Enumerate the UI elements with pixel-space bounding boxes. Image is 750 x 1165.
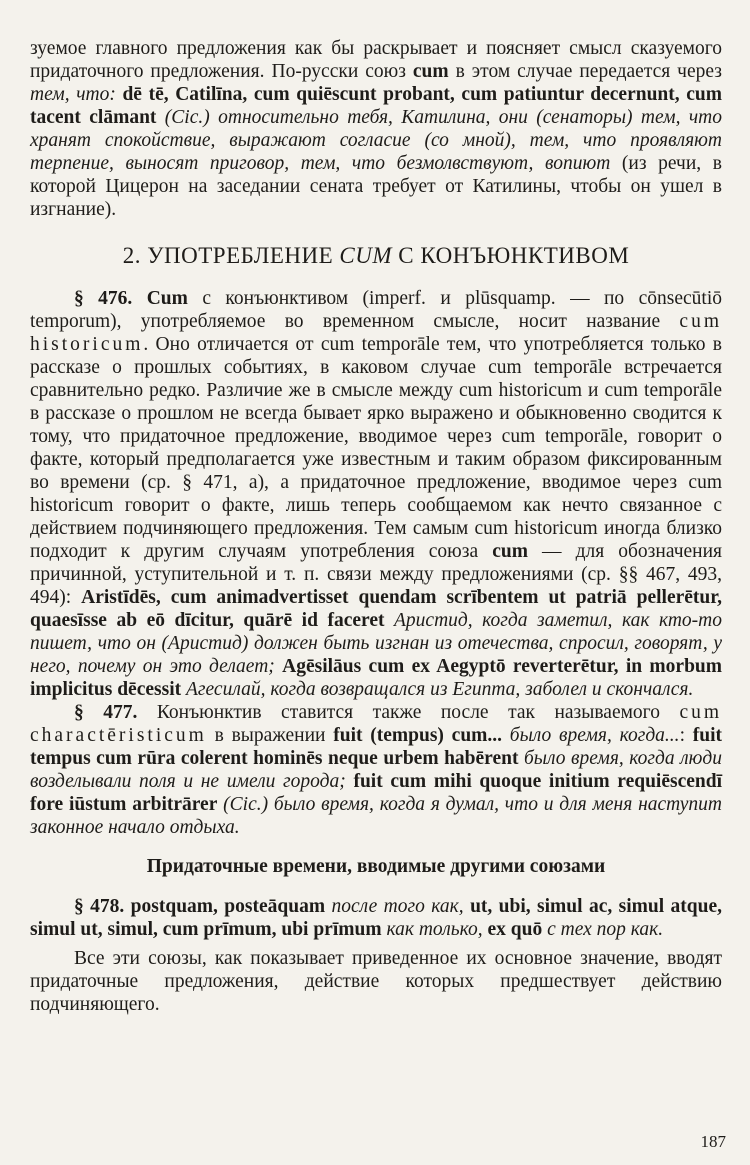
- text-run: fuit tempus cum rūra colerent hominēs neque urbem habērent: [30, 725, 722, 769]
- text-run: (Cic.) относительно тебя, Катилина, они (сенаторы) тем, что хранят спокойствие, выражают согласие (со мной), тем, что проявляют терпение, выносят приговор, тем, что безмолвствуют, вопиют: [30, 107, 722, 174]
- text-run: cum: [492, 541, 528, 562]
- text-run: с конъюнктивом (imperf. и plūsquamp. — по cōnsecūtiō temporum), употребляемое во временном смысле, носит название: [30, 288, 722, 332]
- text-run: [156, 107, 164, 128]
- paragraph-476: [30, 287, 722, 701]
- text-run: fuit (tempus) cum...: [333, 725, 503, 746]
- text-run: в выражении: [206, 725, 334, 746]
- subsection-heading: Придаточные времени, вводимые другими союзами: [146, 856, 606, 877]
- text-run: :: [679, 725, 693, 746]
- text-run: § 476. Cum: [74, 288, 188, 309]
- text-run: . Оно отличается от cum temporāle тем, что употребляется только в рассказе о прошлых событиях, в каковом случае cum temporāle встречается сравнительно редко. Различие же в смысле между cum historicum и cum temporāle в рассказе о прошлом не всегда бывает ярко выражено и обыкновенно сводится к тому, что придаточное предложение, вводимое через cum temporāle, говорит о факте, который предполагается уже известным и таким образом фиксированным во времени (ср. § 471, а), а придаточное предложение, вводимое через cum historicum говорит о факте, лишь теперь сообщаемом как нечто связанное с действием подчиняющего предложения. Тем самым cum historicum иногда близко подходит к другим случаям употребления союза: [30, 334, 722, 562]
- text-run: [502, 725, 510, 746]
- text-run: cum charactēristicum: [30, 702, 723, 746]
- text-run: CUM: [339, 243, 393, 268]
- text-run: зуемое главного предложения как бы раскрывает и поясняет смысл сказуемого придаточного предложения. По-русски союз: [30, 38, 722, 82]
- text-run: с тех пор как.: [547, 919, 664, 940]
- text-run: (Cic.) было время, когда я думал, что и для меня наступит законное начало отдыха.: [30, 794, 722, 838]
- text-run: Аристид, когда заметил, как кто-то пишет, что он (Аристид) должен быть изгнан из отечества, спросил, говорят, у него, почему он это делает;: [30, 610, 722, 677]
- text-run: § 477.: [74, 702, 138, 723]
- text-run: ut, ubi, simul ac, simul atque, simul ut, simul, cum prīmum, ubi prīmum: [30, 896, 723, 940]
- text-run: Aristīdēs, cum animadvertisset quendam scrībentem ut patriā pellerētur, quaesīsse ab eō dīcitur, quārē id faceret: [30, 587, 722, 631]
- page-number: 187: [700, 1132, 726, 1151]
- text-run: [384, 610, 394, 631]
- text-run: Конъюнктив ставится также после так называемого: [137, 702, 680, 723]
- text-run: (из речи, в которой Цицерон на заседании сената требует от Катилины, чтобы он ушел в изгнание).: [30, 153, 722, 220]
- paragraph-478: [30, 895, 722, 941]
- text-run: fuit cum mihi quoque initium requiēscendī fore iūstum arbitrārer: [30, 771, 722, 815]
- paragraph-477: [30, 701, 722, 839]
- closing-paragraph: [30, 947, 722, 1016]
- text-run: как только,: [386, 919, 483, 940]
- text-run: было время, когда люди возделывали поля и не имели города;: [30, 748, 722, 792]
- text-run: тем, что:: [30, 84, 123, 105]
- section-heading: [30, 243, 722, 269]
- text-run: ex quō: [487, 919, 543, 940]
- text-run: С КОНЪЮНКТИВОМ: [392, 243, 630, 268]
- top-paragraph: [30, 37, 722, 221]
- text-run: cum: [412, 61, 449, 82]
- text-run: после того как,: [331, 896, 464, 917]
- text-run: в этом случае передается через: [448, 61, 722, 82]
- text-run: Агесилай, когда возвращался из Египта, заболел и скончался.: [186, 679, 694, 700]
- text-run: 2. УПОТРЕБЛЕНИЕ: [122, 243, 340, 268]
- text-run: § 478. postquam, posteāquam: [74, 896, 326, 917]
- text-run: cum historicum: [30, 311, 722, 355]
- text-run: — для обозначения причинной, уступительной и т. п. связи между предложениями (ср. §§ 467, 493, 494):: [30, 541, 722, 608]
- text-run: dē tē, Catilīna, cum quiēscunt probant, cum patiuntur decernunt, cum tacent clāmant: [30, 84, 722, 128]
- text-run: Agēsilāus cum ex Aegyptō reverterētur, in morbum implicitus dēcessit: [30, 656, 722, 700]
- text-run: было время, когда...: [509, 725, 680, 746]
- text-run: Все эти союзы, как показывает приведенное их основное значение, вводят придаточные предложения, действие которых предшествует действию подчиняющего.: [30, 948, 722, 1015]
